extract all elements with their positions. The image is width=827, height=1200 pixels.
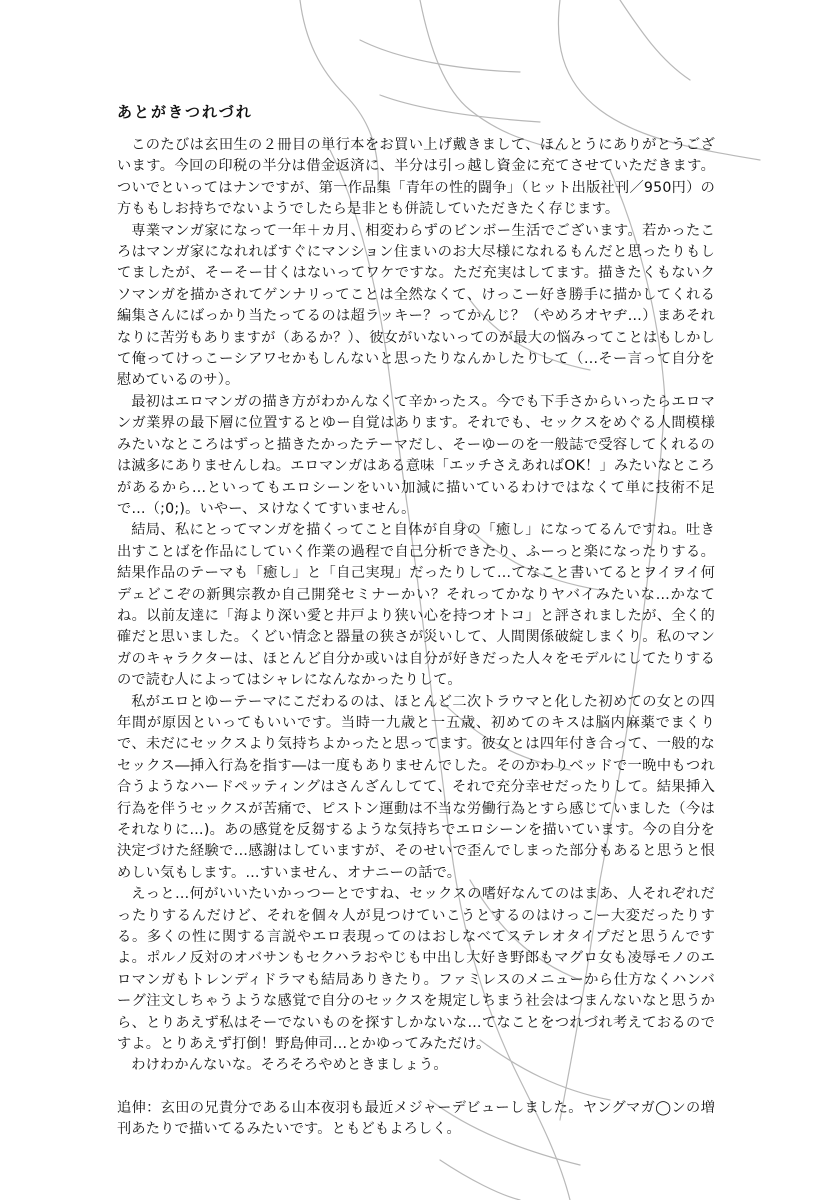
afterword-paragraph: このたびは玄田生の２冊目の単行本をお買い上げ戴きまして、ほんとうにありがとうございます。今回の印税の半分は借金返済に、半分は引っ越し資金に充てさせていただきます。ついでといってはナンですが、第一作品集「青年の性的闘争」（ヒット出版社刊／950円）の方ももしお持ちでないようでしたら是非とも併読していただきたく存じます。: [117, 137, 715, 218]
afterword-paragraph: 結局、私にとってマンガを描くってこと自体が自身の「癒し」になってるんですね。吐き出すことばを作品にしていく作業の過程で自己分析できたり、ふーっと楽になったりする。結果作品のテーマも「癒し」と「自己実現」だったりして…てなこと書いてるとヲイヲイ何デェどこぞの新興宗教か自己開発セミナーかい？それってかなりヤバイみたいな…かなてね。以前友達に「海より深い愛と井戸より狭い心を持つオトコ」と評されましたが、全く的確だと思いました。くどい情念と器量の狭さが災いして、人間関係破綻しまくり。私のマンガのキャラクターは、ほとんど自分か或いは自分が好きだった人々をモデルにしてたりするので読む人によってはシャレになんなかったりして。: [117, 522, 715, 689]
afterword-title: あとがきつれづれ: [117, 103, 253, 121]
afterword-section: [117, 103, 715, 1141]
afterword-paragraph: わけわかんないな。そろそろやめときましょう。: [131, 1057, 448, 1074]
postscript-note: 追伸：玄田の兄貴分である山本夜羽も最近メジャーデビューしました。ヤングマガ◯ンの増刊あたりで描いてるみたいです。ともどもよろしく。: [117, 1099, 715, 1138]
afterword-paragraph: 最初はエロマンガの描き方がわかんなくて辛かったス。今でも下手さからいったらエロマンガ業界の最下層に位置するとゆー自覚はあります。それでも、セックスをめぐる人間模様みたいなところはずっと描きたかったテーマだし、そーゆーのを一般誌で受容してくれるのは滅多にありませんしね。エロマンガはある意味「エッチさえあればOK！」みたいなところがあるから…といってもエロシーンをいい加減に描いているわけではなくて単に技術不足で…（;0;)。いやー、ヌけなくてすいません。: [117, 393, 715, 517]
afterword-paragraph: 専業マンガ家になって一年＋カ月、相変わらずのビンボー生活でございます。若かったころはマンガ家になれればすぐにマンション住まいのお大尽様になれるもんだと思ったりもしてましたが、そーそー甘くはないってワケですな。ただ充実はしてます。描きたくもないクソマンガを描かされてゲンナリってことは全然なくて、けっこー好き勝手に描かしてくれる編集さんにばっかり当たってるのは超ラッキー？ってかんじ？（やめろオヤヂ…）まあそれなりに苦労もありますが（あるか？）、彼女がいないってのが最大の悩みってことはもしかして俺ってけっこーシアワセかもしんないと思ったりなんかしたりして（…そー言って自分を慰めているのサ）。: [117, 222, 715, 389]
afterword-paragraph: 私がエロとゆーテーマにこだわるのは、ほとんど二次トラウマと化した初めての女との四年間が原因といってもいいです。当時一九歳と一五歳、初めてのキスは脳内麻薬でまくりで、未だにセックスより気持ちよかったと思ってます。彼女とは四年付き合って、一般的なセックス―挿入行為を指す―は一度もありませんでした。そのかわりベッドで一晩中もつれ合うようなハードペッティングはさんざんしてて、それで充分幸せだったりして。結果挿入行為を伴うセックスが苦痛で、ピストン運動は不当な労働行為とすら感じていました（今はそれなりに…)。あの感覚を反芻するような気持ちでエロシーンを描いています。今の自分を決定づけた経験で…感謝はしていますが、そのせいで歪んでしまった部分もあると思うと恨めしい気もします。…すいません、オナニーの話で。: [117, 693, 715, 881]
afterword-paragraph: えっと…何がいいたいかっつーとですね、セックスの嗜好なんてのはまあ、人それぞれだったりするんだけど、それを個々人が見つけていこうとするのはけっこー大変だったりする。多くの性に関する言説やエロ表現ってのはおしなべてステレオタイプだと思うんですよ。ポルノ反対のオバサンもセクハラおやじも中出し大好き野郎もマグロ女も凌辱モノのエロマンガもトレンディドラマも結局ありきたり。ファミレスのメニューから仕方なくハンバーグ注文しちゃうような感覚で自分のセックスを規定しちまう社会はつまんないなと思うから、とりあえず私はそーでないものを探すしかないな…てなことをつれづれ考えておるのですよ。とりあえず打倒！野島伸司…とかゆってみただけ。: [117, 886, 715, 1053]
